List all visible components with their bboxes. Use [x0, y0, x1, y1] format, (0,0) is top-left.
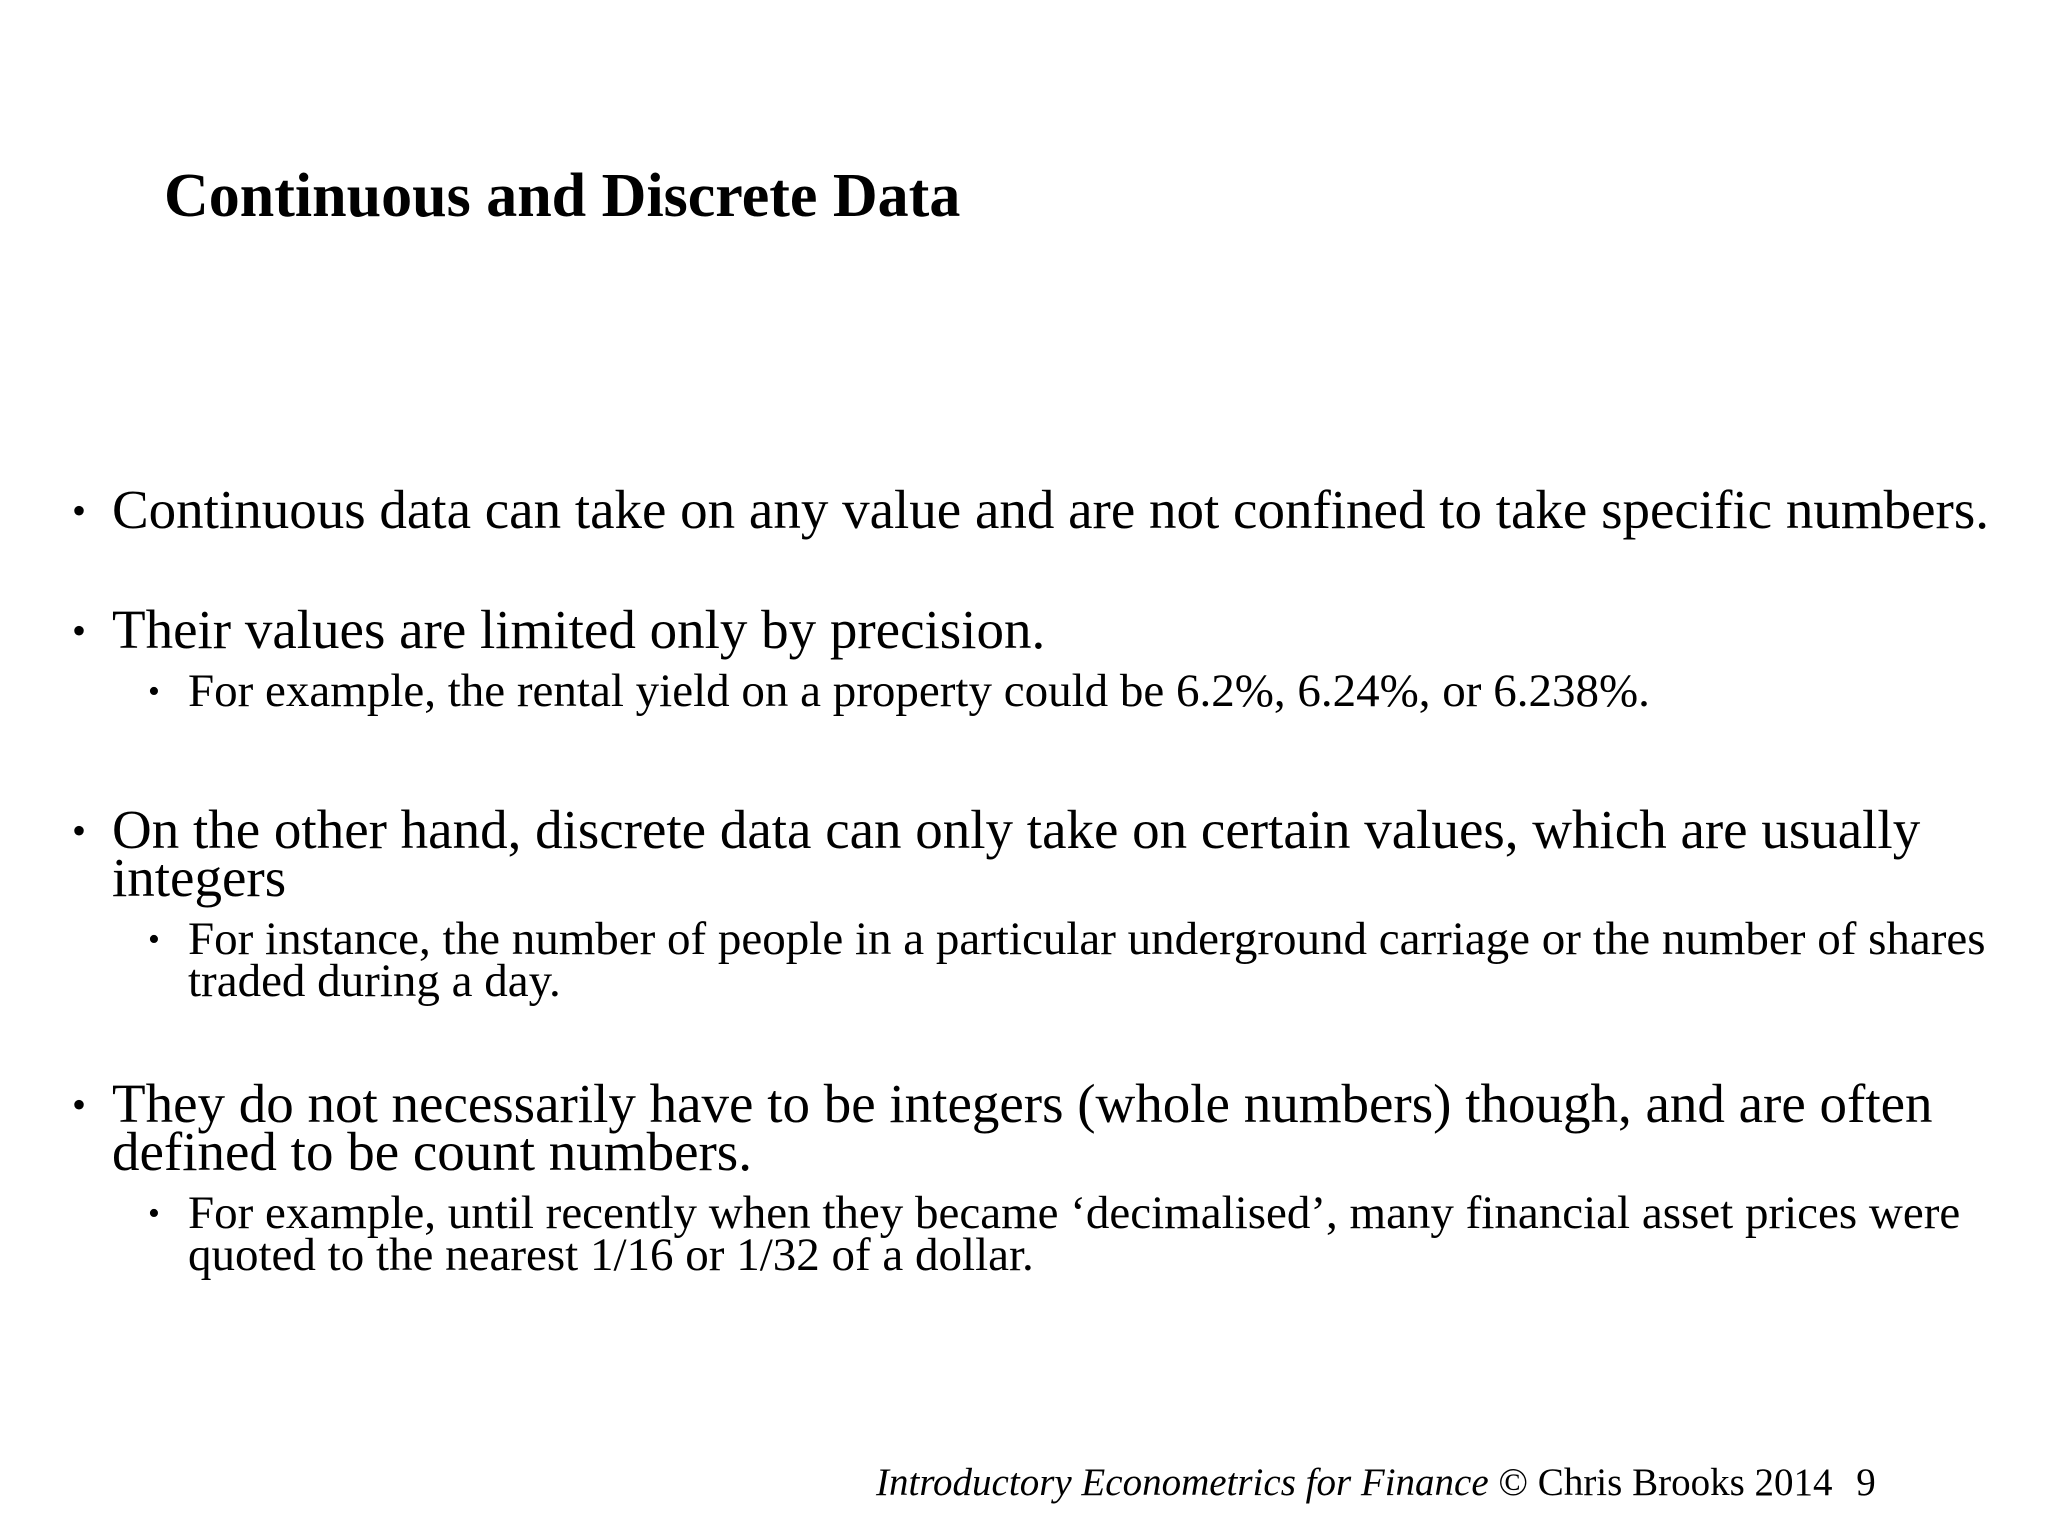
slide-footer	[876, 1460, 1876, 1506]
bullet-marker-icon: •	[72, 1082, 87, 1127]
sub-bullet-item	[148, 665, 2048, 717]
sub-bullet-marker-icon: •	[148, 1195, 160, 1232]
bullet-text: They do not necessarily have to be integers (whole numbers) though, and are often defined to be count numbers.	[112, 1073, 1933, 1182]
bullet-marker-icon: •	[72, 608, 87, 653]
sub-bullet-item	[148, 1187, 2048, 1281]
sub-bullet-text: For example, until recently when they became ‘decimalised’, many financial asset prices were quoted to the nearest 1/16 or 1/32 of a dollar.	[188, 1187, 1961, 1281]
sub-bullet-marker-icon: •	[148, 673, 160, 710]
bullet-text: Their values are limited only by precision.	[112, 599, 1046, 660]
bullet-item	[72, 799, 2032, 908]
footer-copyright: © Chris Brooks 2014	[1498, 1461, 1833, 1504]
bullet-text: On the other hand, discrete data can only take on certain values, which are usually integers	[112, 799, 1921, 908]
bullet-item	[72, 1073, 2032, 1182]
sub-bullet-text: For example, the rental yield on a property could be 6.2%, 6.24%, or 6.238%.	[188, 665, 1650, 717]
slide-title: Continuous and Discrete Data	[164, 162, 961, 230]
sub-bullet-item	[148, 913, 2048, 1007]
bullet-marker-icon: •	[72, 488, 87, 533]
sub-bullet-text: For instance, the number of people in a particular underground carriage or the number of shares traded during a day.	[188, 913, 1986, 1007]
bullet-text: Continuous data can take on any value and are not confined to take specific numbers.	[112, 479, 1990, 540]
sub-bullet-marker-icon: •	[148, 921, 160, 958]
bullet-marker-icon: •	[72, 808, 87, 853]
bullet-item	[72, 479, 2032, 540]
footer-book-title: Introductory Econometrics for Finance	[876, 1461, 1489, 1504]
page-number: 9	[1856, 1461, 1876, 1504]
bullet-item	[72, 599, 2032, 660]
